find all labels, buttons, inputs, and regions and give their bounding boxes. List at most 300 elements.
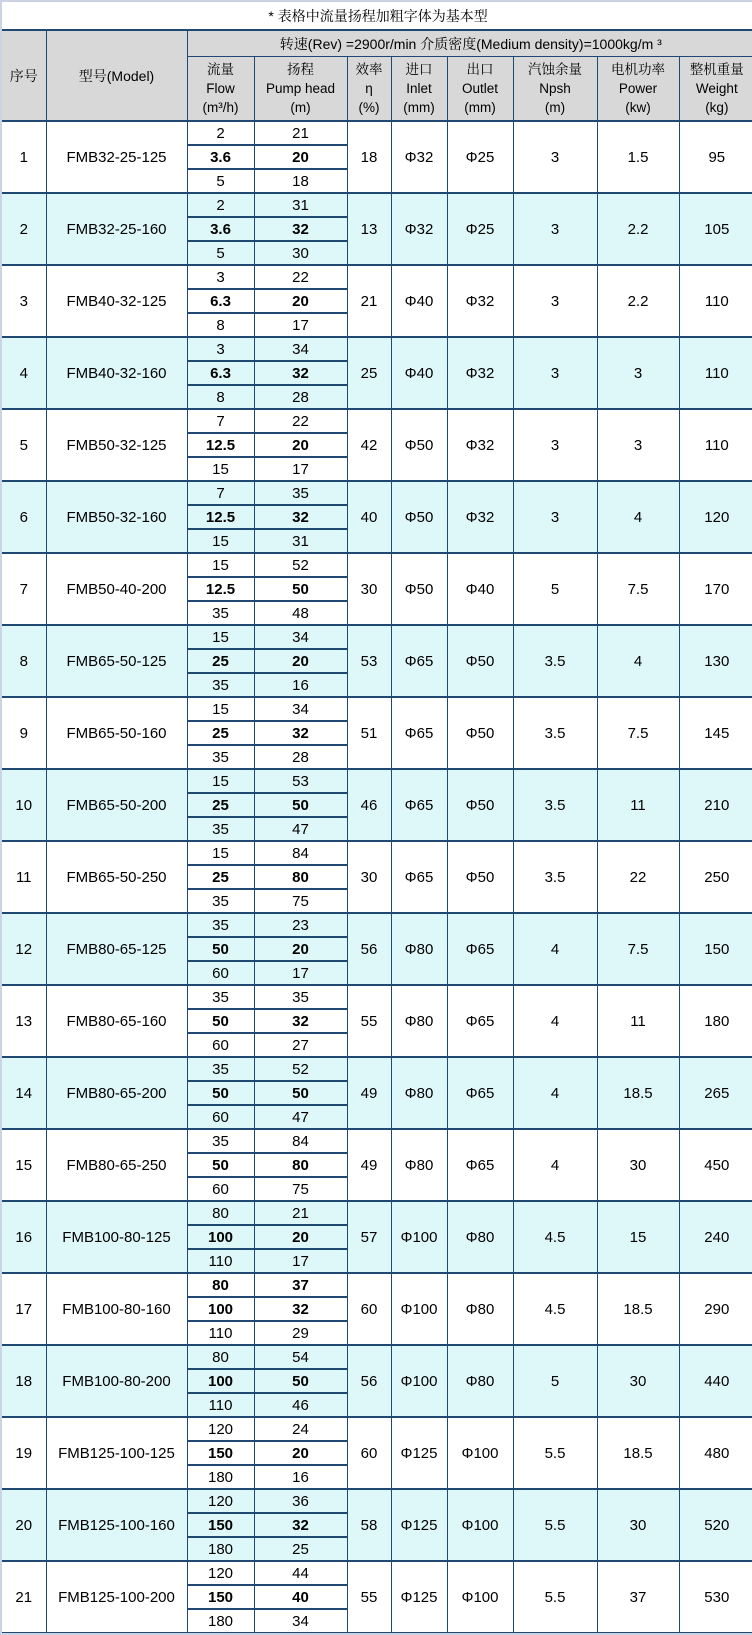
col-header-inlet [391,57,447,122]
eff-cell: 49 [347,1129,391,1201]
head-cell: 28 [254,745,347,769]
npsh-cell: 5.5 [513,1489,597,1561]
table-body [2,121,752,1633]
power-cell: 3 [597,337,679,409]
inlet-cell: Φ50 [391,553,447,625]
head-cell: 24 [254,1417,347,1441]
head-cell: 22 [254,265,347,289]
head-cell: 20 [254,937,347,961]
npsh-cell: 3 [513,409,597,481]
eff-cell: 25 [347,337,391,409]
flow-cell: 110 [187,1321,254,1345]
table-row [2,841,752,865]
flow-cell: 3.6 [187,145,254,169]
inlet-cell: Φ32 [391,121,447,193]
power-cell: 7.5 [597,697,679,769]
head-cell: 35 [254,985,347,1009]
inlet-cell: Φ65 [391,841,447,913]
head-cell: 44 [254,1561,347,1585]
eff-cell: 46 [347,769,391,841]
col-header-power [597,57,679,122]
seq-cell: 9 [2,697,46,769]
npsh-cell: 3 [513,481,597,553]
head-cell: 50 [254,577,347,601]
npsh-cell: 4.5 [513,1201,597,1273]
weight-cell: 440 [679,1345,752,1417]
eff-cell: 60 [347,1273,391,1345]
weight-cell: 120 [679,481,752,553]
col-header-npsh [513,57,597,122]
outlet-cell: Φ32 [447,265,513,337]
col-header-line: Outlet [448,79,513,98]
seq-cell: 14 [2,1057,46,1129]
flow-cell: 50 [187,1009,254,1033]
weight-cell: 145 [679,697,752,769]
eff-cell: 13 [347,193,391,265]
weight-cell: 265 [679,1057,752,1129]
col-header-line: (%) [348,98,391,117]
outlet-cell: Φ80 [447,1201,513,1273]
weight-cell: 290 [679,1273,752,1345]
flow-cell: 80 [187,1201,254,1225]
col-header-head [254,57,347,122]
seq-cell: 20 [2,1489,46,1561]
npsh-cell: 3.5 [513,697,597,769]
weight-cell: 110 [679,265,752,337]
weight-cell: 95 [679,121,752,193]
flow-cell: 35 [187,913,254,937]
outlet-cell: Φ65 [447,1057,513,1129]
head-cell: 20 [254,433,347,457]
flow-cell: 150 [187,1513,254,1537]
inlet-cell: Φ125 [391,1489,447,1561]
seq-cell: 18 [2,1345,46,1417]
flow-cell: 60 [187,1033,254,1057]
outlet-cell: Φ100 [447,1489,513,1561]
table-row [2,985,752,1009]
flow-cell: 180 [187,1609,254,1633]
col-header-seq: 序号 [2,30,46,121]
head-cell: 47 [254,1105,347,1129]
inlet-cell: Φ65 [391,697,447,769]
eff-cell: 53 [347,625,391,697]
flow-cell: 35 [187,817,254,841]
weight-cell: 110 [679,409,752,481]
col-header-line: 扬程 [255,60,347,79]
power-cell: 11 [597,985,679,1057]
head-cell: 25 [254,1537,347,1561]
flow-cell: 8 [187,385,254,409]
npsh-cell: 3 [513,121,597,193]
power-cell: 2.2 [597,265,679,337]
model-cell: FMB80-65-200 [46,1057,187,1129]
outlet-cell: Φ50 [447,697,513,769]
flow-cell: 100 [187,1225,254,1249]
npsh-cell: 3.5 [513,841,597,913]
weight-cell: 240 [679,1201,752,1273]
head-cell: 21 [254,1201,347,1225]
col-header-line: Weight [680,79,752,98]
head-cell: 54 [254,1345,347,1369]
npsh-cell: 3.5 [513,769,597,841]
weight-cell: 110 [679,337,752,409]
outlet-cell: Φ65 [447,985,513,1057]
inlet-cell: Φ80 [391,985,447,1057]
power-cell: 18.5 [597,1273,679,1345]
seq-cell: 17 [2,1273,46,1345]
table-row [2,1129,752,1153]
head-cell: 50 [254,1369,347,1393]
npsh-cell: 4 [513,985,597,1057]
inlet-cell: Φ50 [391,409,447,481]
seq-cell: 21 [2,1561,46,1633]
model-cell: FMB100-80-125 [46,1201,187,1273]
flow-cell: 15 [187,457,254,481]
model-cell: FMB65-50-160 [46,697,187,769]
head-cell: 50 [254,1081,347,1105]
eff-cell: 42 [347,409,391,481]
model-cell: FMB125-100-125 [46,1417,187,1489]
table-row [2,409,752,433]
head-cell: 22 [254,409,347,433]
flow-cell: 6.3 [187,289,254,313]
weight-cell: 180 [679,985,752,1057]
power-cell: 4 [597,625,679,697]
model-cell: FMB125-100-200 [46,1561,187,1633]
table-row [2,625,752,649]
page-title: * 表格中流量扬程加粗字体为基本型 [2,2,752,30]
flow-cell: 150 [187,1585,254,1609]
flow-cell: 5 [187,241,254,265]
npsh-cell: 5 [513,1345,597,1417]
table-row [2,1489,752,1513]
flow-cell: 5 [187,169,254,193]
seq-cell: 7 [2,553,46,625]
table-row [2,121,752,145]
flow-cell: 180 [187,1465,254,1489]
col-header-line: Inlet [392,79,447,98]
model-cell: FMB100-80-160 [46,1273,187,1345]
npsh-cell: 5 [513,553,597,625]
power-cell: 1.5 [597,121,679,193]
flow-cell: 35 [187,985,254,1009]
flow-cell: 50 [187,937,254,961]
npsh-cell: 4 [513,1129,597,1201]
col-header-line: 进口 [392,60,447,79]
head-cell: 48 [254,601,347,625]
power-cell: 3 [597,409,679,481]
flow-cell: 12.5 [187,505,254,529]
inlet-cell: Φ80 [391,1057,447,1129]
eff-cell: 55 [347,985,391,1057]
npsh-cell: 5.5 [513,1417,597,1489]
model-cell: FMB40-32-160 [46,337,187,409]
flow-cell: 2 [187,193,254,217]
col-header-line: 电机功率 [598,60,679,79]
table-row [2,769,752,793]
weight-cell: 170 [679,553,752,625]
head-cell: 47 [254,817,347,841]
model-cell: FMB32-25-160 [46,193,187,265]
head-cell: 52 [254,553,347,577]
col-header-line: (kg) [680,98,752,117]
npsh-cell: 4.5 [513,1273,597,1345]
head-cell: 34 [254,697,347,721]
model-cell: FMB100-80-200 [46,1345,187,1417]
col-header-line: 汽蚀余量 [514,60,597,79]
outlet-cell: Φ65 [447,913,513,985]
power-cell: 22 [597,841,679,913]
head-cell: 52 [254,1057,347,1081]
model-cell: FMB50-32-160 [46,481,187,553]
col-header-line: (m) [514,98,597,117]
head-cell: 21 [254,121,347,145]
flow-cell: 35 [187,889,254,913]
flow-cell: 35 [187,601,254,625]
flow-cell: 3 [187,337,254,361]
table-row [2,913,752,937]
table-row [2,1345,752,1369]
table-row [2,1201,752,1225]
col-header-line: (mm) [392,98,447,117]
flow-cell: 120 [187,1561,254,1585]
inlet-cell: Φ50 [391,481,447,553]
model-cell: FMB65-50-125 [46,625,187,697]
outlet-cell: Φ50 [447,841,513,913]
model-cell: FMB32-25-125 [46,121,187,193]
model-cell: FMB125-100-160 [46,1489,187,1561]
flow-cell: 35 [187,745,254,769]
head-cell: 32 [254,505,347,529]
head-cell: 31 [254,193,347,217]
power-cell: 18.5 [597,1057,679,1129]
flow-cell: 50 [187,1153,254,1177]
col-header-weight [679,57,752,122]
npsh-cell: 3 [513,337,597,409]
power-cell: 30 [597,1345,679,1417]
outlet-cell: Φ25 [447,193,513,265]
title-row [2,2,752,30]
head-cell: 84 [254,1129,347,1153]
npsh-cell: 4 [513,1057,597,1129]
flow-cell: 35 [187,1057,254,1081]
seq-cell: 16 [2,1201,46,1273]
head-cell: 18 [254,169,347,193]
inlet-cell: Φ40 [391,337,447,409]
weight-cell: 480 [679,1417,752,1489]
seq-cell: 15 [2,1129,46,1201]
col-header-line: Power [598,79,679,98]
col-header-line: (m³/h) [188,98,254,117]
pump-spec-table [2,2,752,1633]
flow-cell: 25 [187,865,254,889]
flow-cell: 15 [187,697,254,721]
power-cell: 30 [597,1129,679,1201]
flow-cell: 25 [187,649,254,673]
head-cell: 32 [254,1009,347,1033]
power-cell: 2.2 [597,193,679,265]
outlet-cell: Φ32 [447,337,513,409]
head-cell: 36 [254,1489,347,1513]
model-cell: FMB40-32-125 [46,265,187,337]
head-cell: 32 [254,361,347,385]
head-cell: 50 [254,793,347,817]
head-cell: 80 [254,1153,347,1177]
eff-cell: 60 [347,1417,391,1489]
head-cell: 20 [254,1441,347,1465]
power-cell: 4 [597,481,679,553]
col-header-flow [187,57,254,122]
table-row [2,1561,752,1585]
weight-cell: 530 [679,1561,752,1633]
speed-row [2,30,752,57]
power-cell: 7.5 [597,553,679,625]
model-cell: FMB80-65-160 [46,985,187,1057]
weight-cell: 210 [679,769,752,841]
seq-cell: 3 [2,265,46,337]
table-row [2,1273,752,1297]
table-row [2,697,752,721]
head-cell: 20 [254,649,347,673]
table-row [2,265,752,289]
seq-cell: 10 [2,769,46,841]
col-header-line: Npsh [514,79,597,98]
flow-cell: 110 [187,1393,254,1417]
outlet-cell: Φ32 [447,409,513,481]
col-header-line: 整机重量 [680,60,752,79]
outlet-cell: Φ32 [447,481,513,553]
flow-cell: 7 [187,409,254,433]
model-cell: FMB50-32-125 [46,409,187,481]
head-cell: 23 [254,913,347,937]
flow-cell: 150 [187,1441,254,1465]
outlet-cell: Φ50 [447,625,513,697]
head-cell: 40 [254,1585,347,1609]
flow-cell: 15 [187,625,254,649]
head-cell: 80 [254,865,347,889]
eff-cell: 57 [347,1201,391,1273]
col-header-eff [347,57,391,122]
head-cell: 46 [254,1393,347,1417]
col-header-line: 出口 [448,60,513,79]
flow-cell: 60 [187,1105,254,1129]
seq-cell: 8 [2,625,46,697]
col-header-line: (m) [255,98,347,117]
model-cell: FMB65-50-250 [46,841,187,913]
inlet-cell: Φ32 [391,193,447,265]
head-cell: 34 [254,1609,347,1633]
eff-cell: 18 [347,121,391,193]
head-cell: 32 [254,721,347,745]
head-cell: 75 [254,1177,347,1201]
seq-cell: 4 [2,337,46,409]
model-cell: FMB80-65-250 [46,1129,187,1201]
head-cell: 34 [254,625,347,649]
inlet-cell: Φ80 [391,913,447,985]
outlet-cell: Φ100 [447,1417,513,1489]
outlet-cell: Φ65 [447,1129,513,1201]
head-cell: 16 [254,1465,347,1489]
flow-cell: 3 [187,265,254,289]
eff-cell: 30 [347,553,391,625]
eff-cell: 56 [347,913,391,985]
flow-cell: 25 [187,721,254,745]
col-header-line: (mm) [448,98,513,117]
head-cell: 30 [254,241,347,265]
outlet-cell: Φ80 [447,1345,513,1417]
outlet-cell: Φ40 [447,553,513,625]
table-row [2,193,752,217]
table-row [2,1417,752,1441]
eff-cell: 56 [347,1345,391,1417]
flow-cell: 6.3 [187,361,254,385]
weight-cell: 450 [679,1129,752,1201]
flow-cell: 180 [187,1537,254,1561]
flow-cell: 80 [187,1273,254,1297]
flow-cell: 8 [187,313,254,337]
inlet-cell: Φ40 [391,265,447,337]
flow-cell: 80 [187,1345,254,1369]
inlet-cell: Φ65 [391,625,447,697]
flow-cell: 15 [187,553,254,577]
flow-cell: 2 [187,121,254,145]
npsh-cell: 3 [513,193,597,265]
head-cell: 32 [254,1297,347,1321]
col-header-line: Flow [188,79,254,98]
head-cell: 20 [254,145,347,169]
npsh-cell: 4 [513,913,597,985]
flow-cell: 100 [187,1297,254,1321]
seq-cell: 11 [2,841,46,913]
flow-cell: 15 [187,769,254,793]
head-cell: 32 [254,1513,347,1537]
weight-cell: 105 [679,193,752,265]
eff-cell: 49 [347,1057,391,1129]
head-cell: 29 [254,1321,347,1345]
col-header-line: 流量 [188,60,254,79]
seq-cell: 13 [2,985,46,1057]
npsh-cell: 3 [513,265,597,337]
flow-cell: 3.6 [187,217,254,241]
col-header-line: (kw) [598,98,679,117]
npsh-cell: 5.5 [513,1561,597,1633]
eff-cell: 21 [347,265,391,337]
flow-cell: 15 [187,841,254,865]
head-cell: 75 [254,889,347,913]
flow-cell: 35 [187,1129,254,1153]
inlet-cell: Φ100 [391,1201,447,1273]
inlet-cell: Φ125 [391,1561,447,1633]
seq-cell: 6 [2,481,46,553]
weight-cell: 130 [679,625,752,697]
head-cell: 32 [254,217,347,241]
col-header-outlet [447,57,513,122]
head-cell: 17 [254,313,347,337]
outlet-cell: Φ80 [447,1273,513,1345]
flow-cell: 12.5 [187,577,254,601]
head-cell: 16 [254,673,347,697]
weight-cell: 150 [679,913,752,985]
seq-cell: 12 [2,913,46,985]
head-cell: 53 [254,769,347,793]
head-cell: 20 [254,1225,347,1249]
head-cell: 37 [254,1273,347,1297]
outlet-cell: Φ25 [447,121,513,193]
weight-cell: 520 [679,1489,752,1561]
eff-cell: 51 [347,697,391,769]
table-row [2,1057,752,1081]
head-cell: 35 [254,481,347,505]
